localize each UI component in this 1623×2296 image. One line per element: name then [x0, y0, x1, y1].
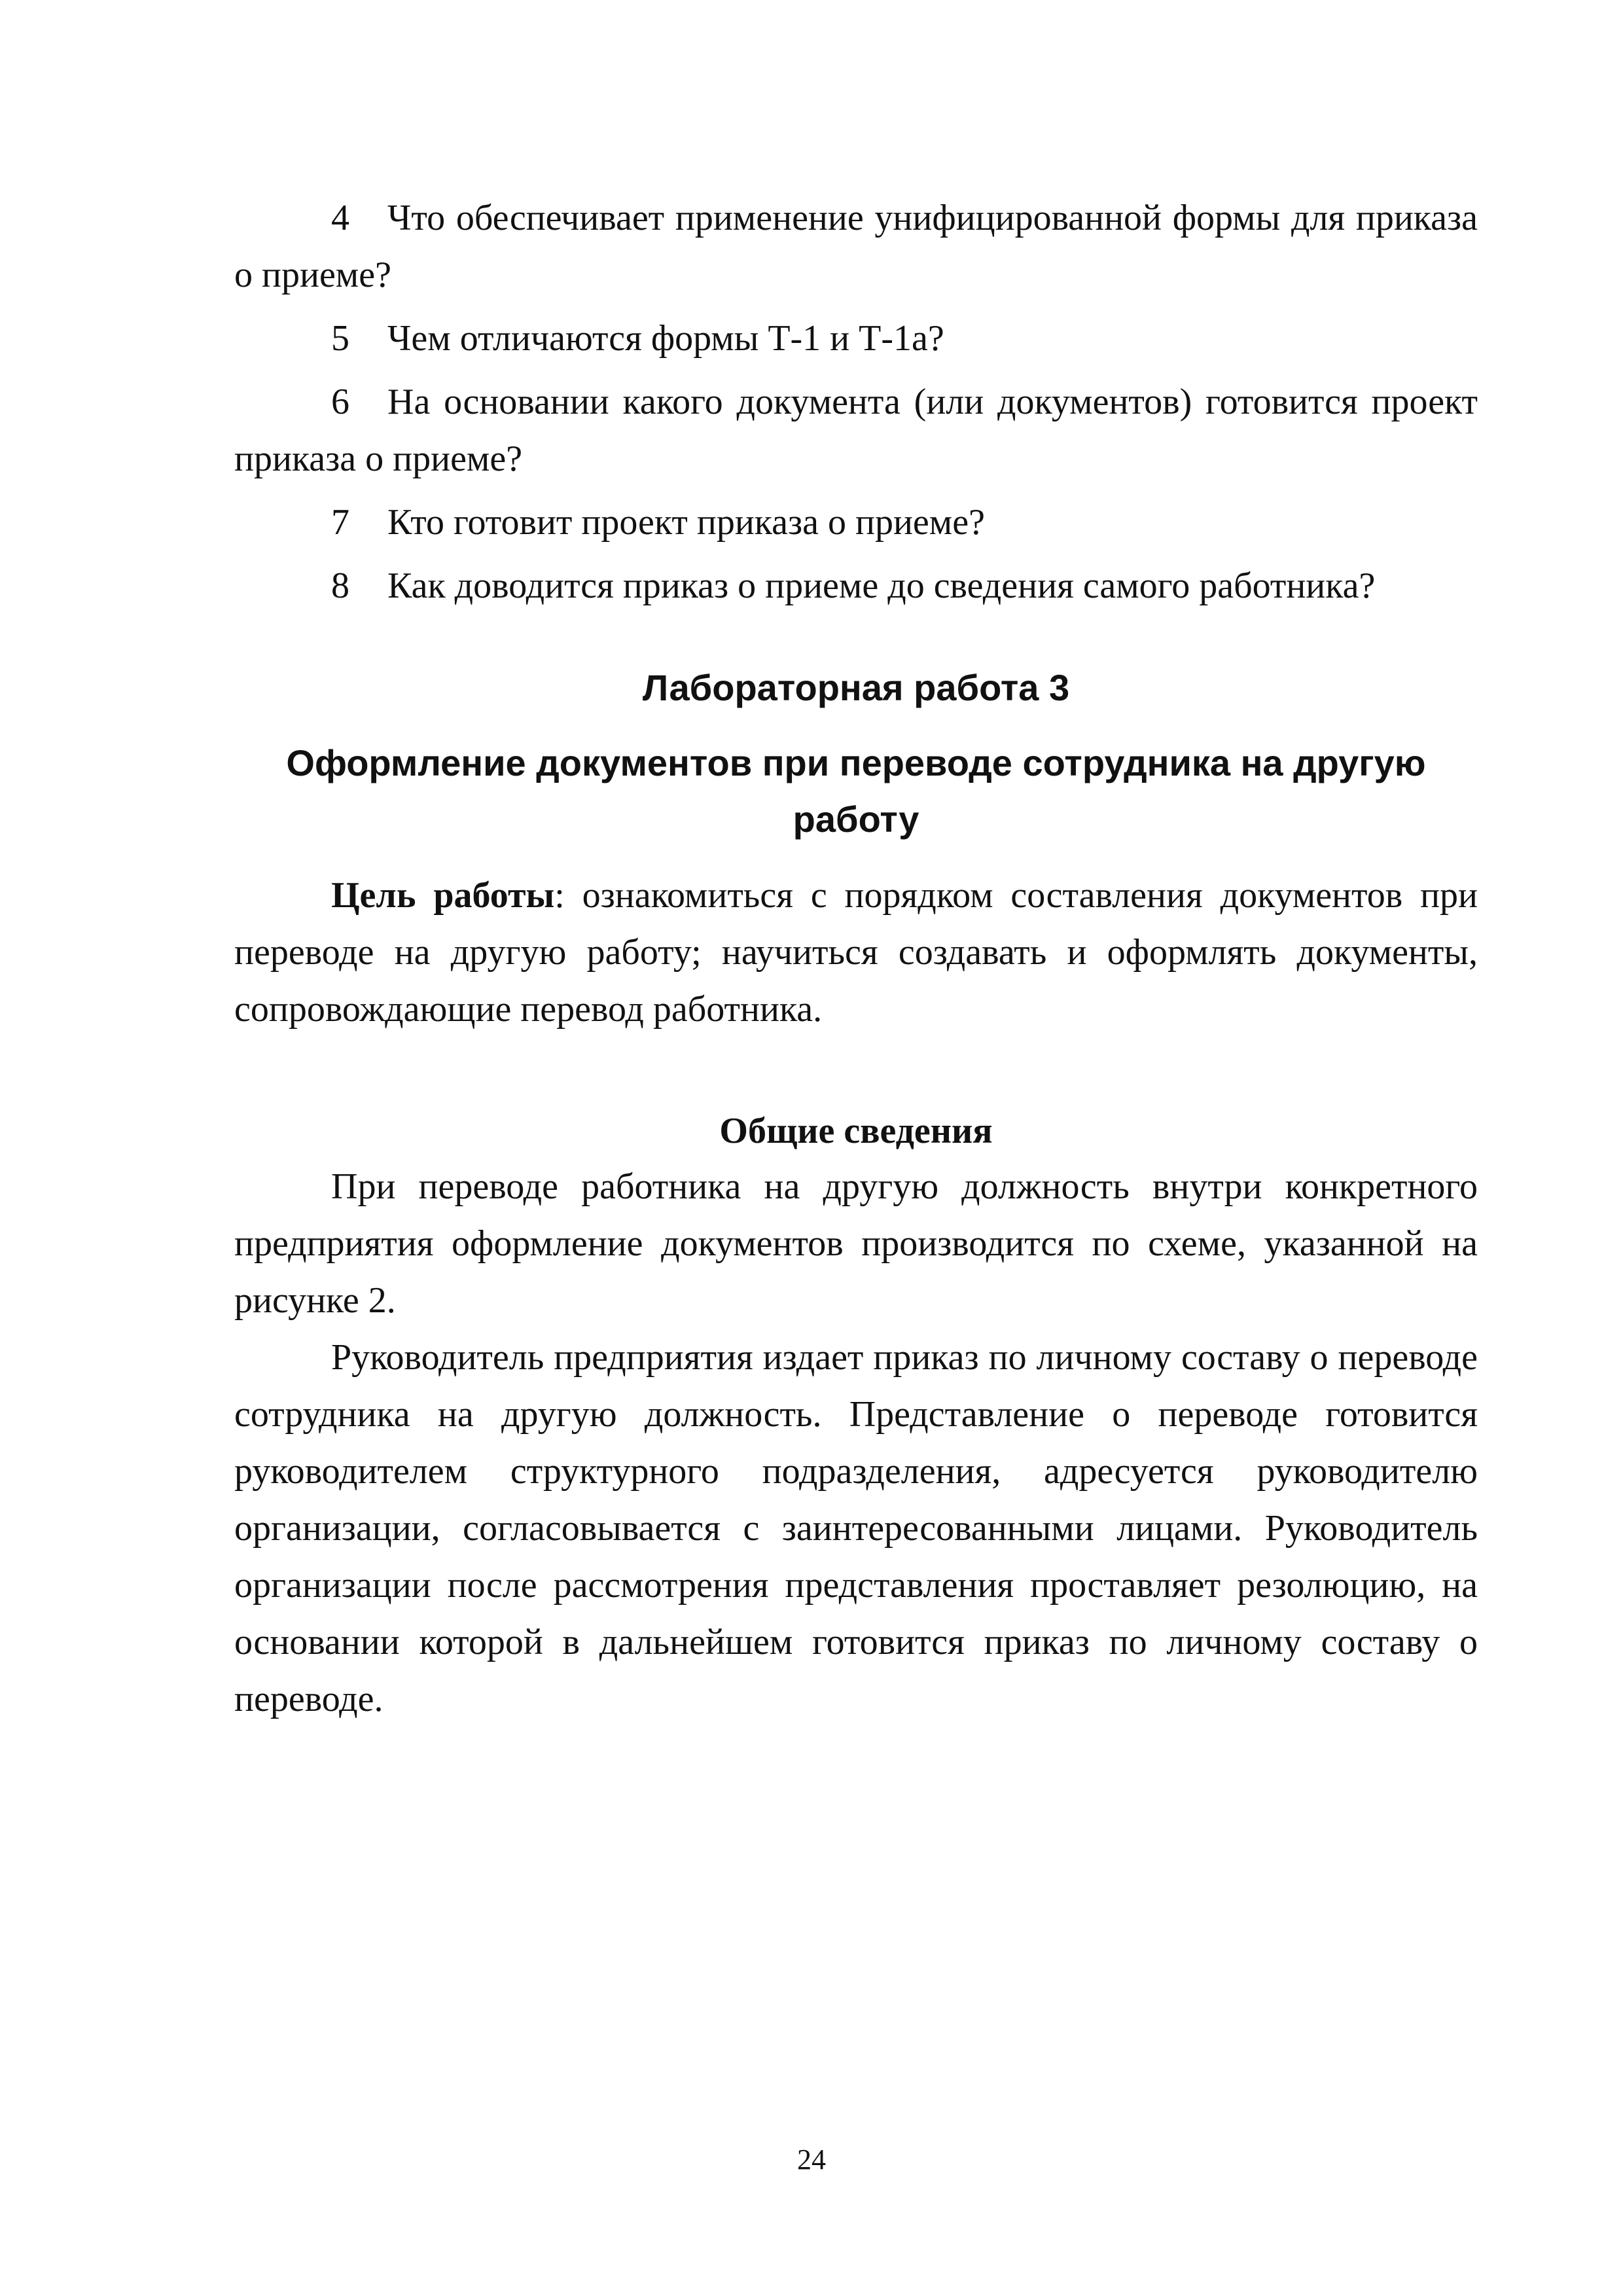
lab-title: Лабораторная работа 3	[642, 667, 1070, 708]
question-text: Кто готовит проект приказа о приеме?	[387, 502, 985, 543]
lab-subtitle: Оформление документов при переводе сотрудника на другую работу	[286, 742, 1426, 840]
page-number: 24	[797, 2144, 826, 2176]
question-text: Как доводится приказ о приеме до сведения самого работника?	[387, 565, 1376, 606]
question-text: На основании какого документа (или документов) готовится проект приказа о приеме?	[234, 382, 1478, 479]
section-title: Общие сведения	[719, 1111, 993, 1151]
question-number: 4	[331, 198, 349, 238]
question-item	[234, 374, 1478, 488]
question-list	[234, 190, 1478, 615]
body-paragraph: При переводе работника на другую должность внутри конкретного предприятия оформление документов производится по схеме, указанной на рисунке 2.	[234, 1166, 1478, 1321]
goal-label: Цель работы	[331, 875, 555, 916]
question-item	[234, 190, 1478, 304]
page-content	[234, 190, 1478, 1728]
goal-paragraph	[234, 867, 1478, 1038]
question-number: 8	[331, 565, 349, 606]
question-item	[234, 558, 1478, 615]
question-number: 6	[331, 382, 349, 422]
question-text: Чем отличаются формы Т-1 и Т-1а?	[387, 318, 944, 359]
question-item	[234, 494, 1478, 551]
body-paragraph: Руководитель предприятия издает приказ по личному составу о переводе сотрудника на другую должность. Представление о переводе готовится руководителем структурного подразделения, адресуется руководителю организации, согласовывается с заинтересованными лицами. Руководитель организации после рассмотрения представления проставляет резолюцию, на основании которой в дальнейшем готовится приказ по личному составу о переводе.	[234, 1337, 1478, 1719]
goal-text: : ознакомиться с порядком составления документов при переводе на другую работу; научиться создавать и оформлять документы, сопровождающие перевод работника.	[234, 875, 1478, 1030]
question-number: 7	[331, 502, 349, 543]
question-text: Что обеспечивает применение унифицированной формы для приказа о приеме?	[234, 198, 1478, 295]
question-number: 5	[331, 318, 349, 359]
question-item	[234, 310, 1478, 367]
